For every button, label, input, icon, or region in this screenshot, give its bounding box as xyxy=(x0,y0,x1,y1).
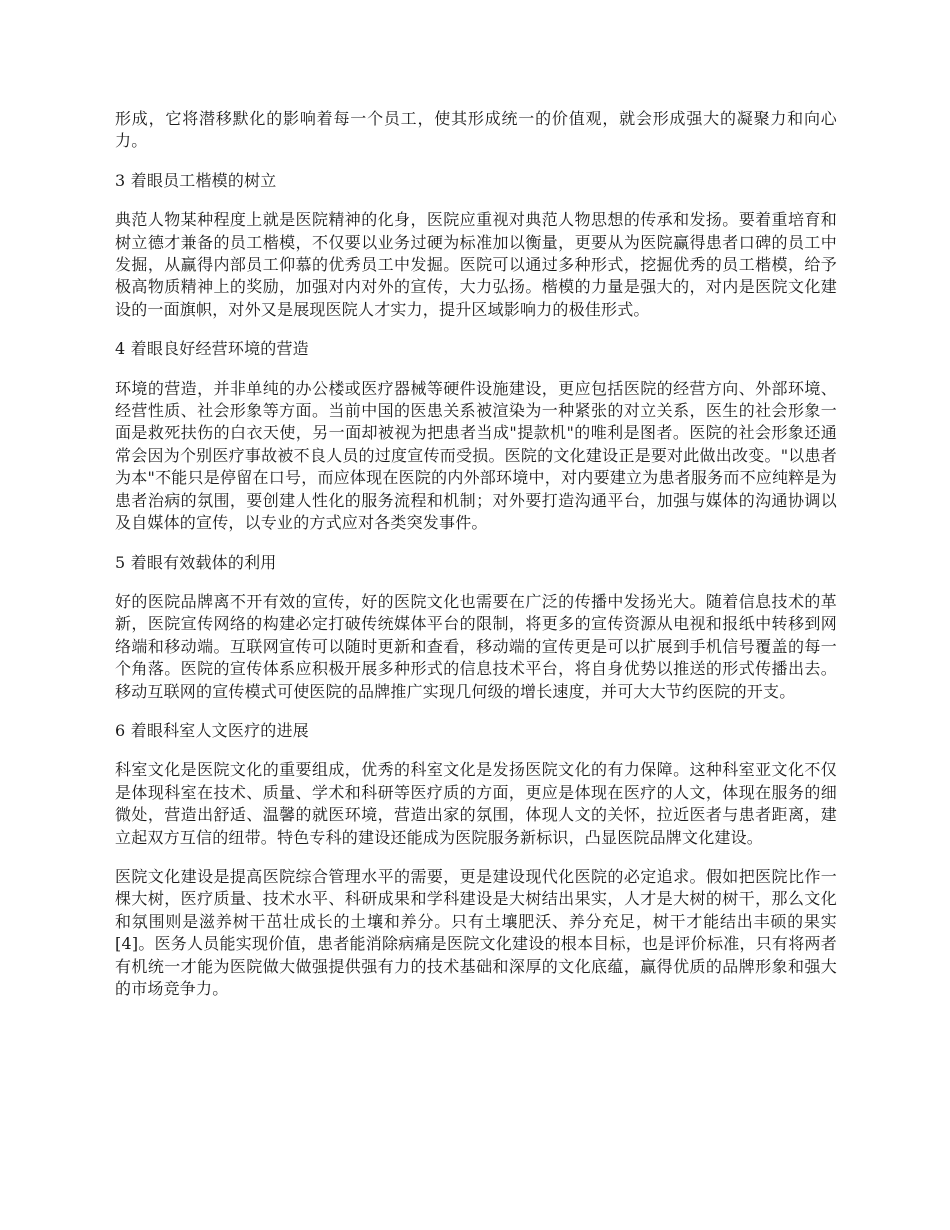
section-5-paragraph: 好的医院品牌离不开有效的宣传，好的医院文化也需要在广泛的传播中发扬光大。随着信息技术的革新，医院宣传网络的构建必定打破传统媒体平台的限制，将更多的宣传资源从电视和报纸中转移到网络端和移动端。互联网宣传可以随时更新和查看，移动端的宣传更是可以扩展到手机信号覆盖的每一个角落。医院的宣传体系应积极开展多种形式的信息技术平台，将自身优势以推送的形式传播出去。移动互联网的宣传模式可使医院的品牌推广实现几何级的增长速度，并可大大节约医院的开支。 xyxy=(115,591,837,701)
section-heading-6: 6 着眼科室人文医疗的进展 xyxy=(115,720,309,740)
section-3-paragraph: 典范人物某种程度上就是医院精神的化身，医院应重视对典范人物思想的传承和发扬。要着重培育和树立德才兼备的员工楷模，不仅要以业务过硬为标准加以衡量，更要从为医院赢得患者口碑的员工中发掘，从赢得内部员工仰慕的优秀员工中发掘。医院可以通过多种形式，挖掘优秀的员工楷模，给予极高物质精神上的奖励，加强对内对外的宣传，大力弘扬。楷模的力量是强大的，对内是医院文化建设的一面旗帜，对外又是展现医院人才实力，提升区域影响力的极佳形式。 xyxy=(115,210,837,319)
section-4-paragraph: 环境的营造，并非单纯的办公楼或医疗器械等硬件设施建设，更应包括医院的经营方向、外部环境、经营性质、社会形象等方面。当前中国的医患关系被渲染为一种紧张的对立关系，医生的社会形象一面是救死扶伤的白衣天使，另一面却被视为把患者当成"提款机"的唯利是图者。医院的社会形象还通常会因为个别医疗事故被不良人员的过度宣传而受损。医院的文化建设正是要对此做出改变。"以患者为本"不能只是停留在口号，而应体现在医院的内外部环境中，对内要建立为患者服务而不应纯粹是为患者治病的氛围，要创建人性化的服务流程和机制；对外要打造沟通平台，加强与媒体的沟通协调以及自媒体的宣传，以专业的方式应对各类突发事件。 xyxy=(115,378,837,533)
section-heading-3: 3 着眼员工楷模的树立 xyxy=(115,170,277,190)
document-body xyxy=(115,108,837,1017)
conclusion-paragraph: 医院文化建设是提高医院综合管理水平的需要，更是建设现代化医院的必定追求。假如把医院比作一棵大树，医疗质量、技术水平、科研成果和学科建设是大树结出果实，人才是大树的树干，那么文化和氛围则是滋养树干茁壮成长的土壤和养分。只有土壤肥沃、养分充足，树干才能结出丰硕的果实[4]。医务人员能实现价值，患者能消除病痛是医院文化建设的根本目标，也是评价标准，只有将两者有机统一才能为医院做大做强提供强有力的技术基础和深厚的文化底蕴，赢得优质的品牌形象和强大的市场竞争力。 xyxy=(115,866,837,998)
section-6-paragraph: 科室文化是医院文化的重要组成，优秀的科室文化是发扬医院文化的有力保障。这种科室亚文化不仅是体现科室在技术、质量、学术和科研等医疗质的方面，更应是体现在医疗的人文，体现在服务的细微处，营造出舒适、温馨的就医环境，营造出家的氛围，体现人文的关怀，拉近医者与患者距离，建立起双方互信的纽带。特色专科的建设还能成为医院服务新标识，凸显医院品牌文化建设。 xyxy=(115,760,837,847)
intro-paragraph: 形成，它将潜移默化的影响着每一个员工，使其形成统一的价值观，就会形成强大的凝聚力和向心力。 xyxy=(115,109,837,151)
section-heading-4: 4 着眼良好经营环境的营造 xyxy=(115,339,309,359)
section-heading-5: 5 着眼有效载体的利用 xyxy=(115,552,277,572)
